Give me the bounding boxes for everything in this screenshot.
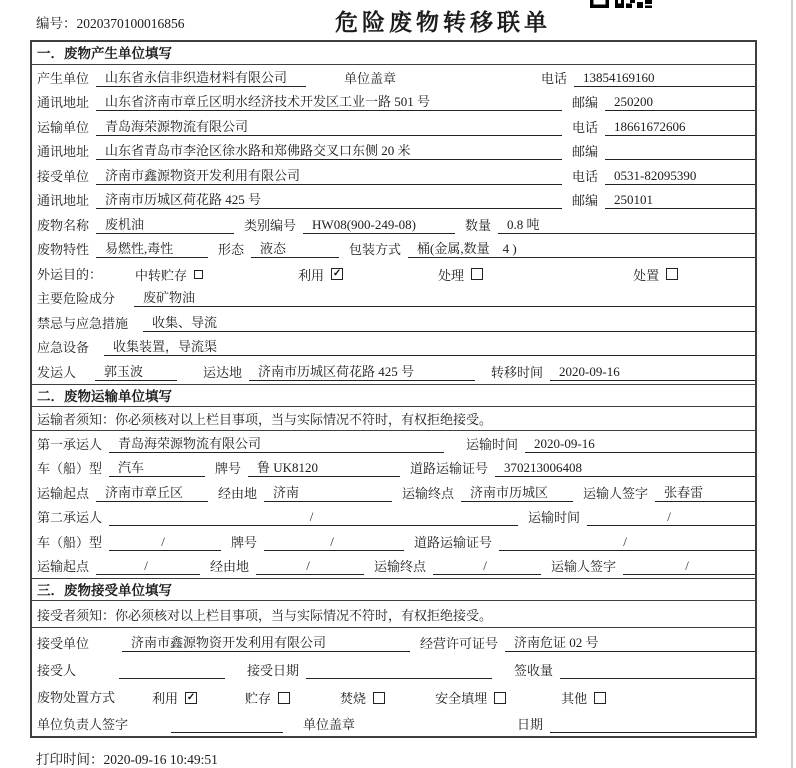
field-value bbox=[550, 716, 755, 733]
field-value: 废机油 bbox=[96, 217, 234, 234]
spacer bbox=[483, 282, 633, 283]
field-value: 济南市章丘区 bbox=[96, 485, 208, 502]
print-time bbox=[36, 748, 218, 768]
checkbox-field bbox=[340, 689, 385, 706]
form-row bbox=[32, 359, 755, 384]
field-label: 运输终点 bbox=[374, 559, 427, 574]
checkbox-label: 安全填埋 bbox=[435, 691, 488, 706]
field-value: 易燃性,毒性 bbox=[96, 241, 208, 258]
field-label: 通讯地址 bbox=[37, 144, 90, 159]
checkbox-label: 利用 bbox=[298, 267, 325, 283]
field-label: 废物特性 bbox=[37, 242, 90, 257]
field-value: 青岛海荣源物流有限公司 bbox=[109, 436, 444, 453]
field-label: 电话 bbox=[571, 119, 598, 135]
note-text: 运输者须知：你必须核对以上栏目事项，当与实际情况不符时，有权拒绝接受。 bbox=[37, 411, 493, 427]
field-value bbox=[605, 143, 755, 160]
field-label: 邮编 bbox=[571, 144, 598, 159]
field-label: 运输终点 bbox=[402, 485, 455, 501]
section-header: 一．废物产生单位填写 bbox=[32, 42, 755, 65]
checkbox-field bbox=[561, 689, 606, 706]
field-value: 废矿物油 bbox=[134, 290, 755, 307]
section-header: 三．废物接受单位填写 bbox=[32, 578, 755, 601]
field-value bbox=[560, 662, 755, 679]
spacer bbox=[122, 306, 134, 307]
spacer bbox=[502, 678, 514, 679]
field-label: 运输起点 bbox=[37, 559, 90, 574]
field-value bbox=[171, 716, 283, 733]
form-row bbox=[32, 237, 755, 262]
field-label: 包装方式 bbox=[349, 242, 402, 257]
form-row bbox=[32, 709, 755, 736]
spacer bbox=[385, 705, 435, 706]
field-value: 250200 bbox=[605, 94, 755, 111]
spacer bbox=[362, 732, 517, 733]
spacer bbox=[203, 282, 298, 283]
field-value: / bbox=[623, 558, 755, 575]
field-label: 第二承运人 bbox=[37, 510, 103, 525]
qr-code-cropped-icon bbox=[590, 0, 652, 8]
doc-number-value: 2020370100016856 bbox=[76, 16, 185, 31]
checkbox-label: 贮存 bbox=[245, 691, 272, 706]
field-value: 济南市鑫源物资开发利用有限公司 bbox=[96, 168, 562, 185]
field-value: 济南市历城区 bbox=[461, 485, 573, 502]
field-value: / bbox=[264, 534, 404, 551]
field-label: 类别编号 bbox=[244, 217, 297, 233]
spacer bbox=[135, 331, 143, 332]
checkbox-checked: ✓ bbox=[186, 691, 196, 703]
field-label: 通讯地址 bbox=[37, 193, 90, 208]
field-value: 山东省永信非织造材料有限公司 bbox=[96, 70, 306, 87]
checkbox-label: 焚烧 bbox=[340, 691, 367, 706]
field-label: 运达地 bbox=[203, 364, 243, 380]
field-label: 邮编 bbox=[571, 95, 598, 110]
field-label: 应急设备 bbox=[37, 340, 90, 355]
spacer bbox=[454, 452, 466, 453]
field-label: 禁忌与应急措施 bbox=[37, 315, 129, 331]
field-value: 桶(金属,数量 4 ) bbox=[408, 241, 755, 258]
field-value: 370213006408 bbox=[495, 460, 755, 477]
checkbox-field bbox=[435, 689, 506, 706]
field-value bbox=[306, 662, 492, 679]
form-row bbox=[32, 90, 755, 115]
form-row bbox=[32, 310, 755, 335]
spacer bbox=[187, 380, 203, 381]
print-time-label: 打印时间： bbox=[36, 752, 104, 767]
doc-number-label: 编号： bbox=[36, 16, 77, 31]
field-label: 车（船）型 bbox=[37, 461, 103, 476]
form-row bbox=[32, 601, 755, 628]
field-value: 收集、导流 bbox=[143, 315, 755, 332]
field-value: 济南 bbox=[264, 485, 392, 502]
field-label: 运输单位 bbox=[37, 119, 90, 135]
field-value: / bbox=[109, 509, 518, 526]
field-label: 经由地 bbox=[218, 485, 258, 501]
checkbox-unchecked bbox=[471, 268, 483, 280]
page-title: 危险废物转移联单 bbox=[335, 10, 551, 35]
form-row bbox=[32, 212, 755, 237]
field-label: 产生单位 bbox=[37, 70, 90, 86]
field-value: 液态 bbox=[251, 241, 339, 258]
form-row bbox=[32, 139, 755, 164]
field-value: 250101 bbox=[605, 192, 755, 209]
field-value: 鲁 UK8120 bbox=[248, 460, 400, 477]
checkbox-unchecked bbox=[594, 692, 606, 704]
field-label: 运输起点 bbox=[37, 485, 90, 501]
field-label: 日期 bbox=[517, 717, 544, 732]
field-label: 形态 bbox=[218, 242, 245, 257]
window-right-edge bbox=[791, 0, 793, 768]
spacer bbox=[403, 86, 541, 87]
field-label: 单位盖章 bbox=[344, 70, 397, 86]
field-value: 0.8 吨 bbox=[498, 217, 755, 234]
checkbox-label: 处置 bbox=[633, 267, 660, 283]
field-label: 接受人 bbox=[37, 663, 77, 678]
checkbox-label: 中转贮存 bbox=[135, 267, 188, 283]
checkbox-field bbox=[152, 689, 197, 706]
section-header: 二．废物运输单位填写 bbox=[32, 384, 755, 407]
field-label: 电话 bbox=[571, 168, 598, 184]
field-label: 牌号 bbox=[215, 461, 242, 476]
spacer bbox=[235, 678, 247, 679]
field-label: 道路运输证号 bbox=[414, 534, 493, 550]
checkbox-label: 利用 bbox=[152, 691, 179, 706]
checkbox-unchecked bbox=[373, 692, 385, 704]
checkbox-unchecked bbox=[666, 268, 678, 280]
checkbox-field bbox=[298, 266, 343, 283]
spacer bbox=[96, 355, 104, 356]
field-value: / bbox=[587, 509, 755, 526]
form-row bbox=[32, 65, 755, 90]
form-row bbox=[32, 655, 755, 682]
checkbox-unchecked bbox=[278, 692, 290, 704]
checkbox-field bbox=[135, 266, 203, 283]
checkbox-label: 处理 bbox=[438, 267, 465, 283]
field-label: 电话 bbox=[541, 70, 568, 86]
field-label: 接受单位 bbox=[37, 168, 90, 184]
form-row bbox=[32, 407, 755, 432]
field-label: 主要危险成分 bbox=[37, 291, 116, 306]
field-value: 2020-09-16 bbox=[525, 436, 755, 453]
field-label: 车（船）型 bbox=[37, 534, 103, 550]
spacer bbox=[122, 705, 152, 706]
form-row bbox=[32, 286, 755, 311]
form-row bbox=[32, 554, 755, 579]
field-value: 郭玉波 bbox=[95, 364, 177, 381]
field-label: 单位盖章 bbox=[303, 717, 356, 732]
form-row bbox=[32, 456, 755, 481]
note-text: 接受者须知：你必须核对以上栏目事项，当与实际情况不符时，有权拒绝接受。 bbox=[37, 607, 493, 623]
spacer bbox=[293, 732, 303, 733]
checkbox-field bbox=[245, 689, 290, 706]
field-value: / bbox=[96, 558, 200, 575]
field-value: 山东省青岛市李沧区徐水路和郑佛路交叉口东侧 20 米 bbox=[96, 143, 562, 160]
field-label: 第一承运人 bbox=[37, 436, 103, 452]
form-row bbox=[32, 682, 755, 709]
spacer bbox=[290, 705, 340, 706]
spacer bbox=[96, 651, 122, 652]
spacer bbox=[83, 380, 95, 381]
field-value: 2020-09-16 bbox=[550, 364, 755, 381]
field-label: 运输人签字 bbox=[583, 485, 649, 501]
field-label: 转移时间 bbox=[491, 364, 544, 380]
field-label: 接受日期 bbox=[247, 663, 300, 678]
field-value: 济南市历城区荷花路 425 号 bbox=[249, 364, 475, 381]
field-label: 经由地 bbox=[210, 559, 250, 574]
field-value: 青岛海荣源物流有限公司 bbox=[96, 119, 562, 136]
manifest-form bbox=[30, 40, 757, 738]
field-label: 运输人签字 bbox=[551, 559, 617, 574]
field-value: / bbox=[499, 534, 755, 551]
checkbox-checked: ✓ bbox=[332, 268, 342, 279]
field-value: 张春雷 bbox=[655, 485, 755, 502]
field-label: 外运目的： bbox=[37, 266, 103, 282]
field-label: 数量 bbox=[465, 217, 492, 233]
field-value: / bbox=[109, 534, 221, 551]
form-row bbox=[32, 163, 755, 188]
field-label: 废物处置方式 bbox=[37, 690, 116, 705]
form-row bbox=[32, 431, 755, 456]
checkbox-field bbox=[438, 266, 483, 283]
field-value: / bbox=[433, 558, 541, 575]
spacer bbox=[316, 86, 344, 87]
field-value: 18661672606 bbox=[605, 119, 755, 136]
field-value: 0531-82095390 bbox=[605, 168, 755, 185]
field-value: 济南市历城区荷花路 425 号 bbox=[96, 192, 562, 209]
form-row bbox=[32, 114, 755, 139]
field-label: 运输时间 bbox=[466, 436, 519, 452]
field-label: 签收量 bbox=[514, 663, 554, 678]
form-row bbox=[32, 529, 755, 554]
print-time-value: 2020-09-16 10:49:51 bbox=[103, 752, 218, 767]
field-value: 山东省济南市章丘区明水经济技术开发区工业一路 501 号 bbox=[96, 94, 562, 111]
field-label: 接受单位 bbox=[37, 636, 90, 651]
field-label: 废物名称 bbox=[37, 217, 90, 233]
spacer bbox=[83, 678, 119, 679]
field-label: 发运人 bbox=[37, 364, 77, 380]
field-label: 通讯地址 bbox=[37, 95, 90, 110]
form-row bbox=[32, 505, 755, 530]
field-label: 运输时间 bbox=[527, 510, 580, 525]
form-row bbox=[32, 188, 755, 213]
checkbox-label: 其他 bbox=[561, 691, 588, 706]
checkbox-field bbox=[633, 266, 678, 283]
spacer bbox=[343, 282, 438, 283]
field-label: 邮编 bbox=[571, 193, 598, 208]
form-row bbox=[32, 335, 755, 360]
field-value bbox=[119, 662, 225, 679]
field-value: 济南危证 02 号 bbox=[505, 635, 755, 652]
field-label: 道路运输证号 bbox=[410, 461, 489, 476]
checkbox-unchecked bbox=[194, 270, 203, 279]
spacer bbox=[506, 705, 561, 706]
field-value: HW08(900-249-08) bbox=[303, 217, 455, 234]
field-label: 牌号 bbox=[231, 534, 258, 550]
form-row bbox=[32, 480, 755, 505]
form-row bbox=[32, 261, 755, 286]
field-label: 单位负责人签字 bbox=[37, 717, 129, 732]
field-label: 经营许可证号 bbox=[420, 636, 499, 651]
spacer bbox=[109, 282, 135, 283]
field-value: 13854169160 bbox=[574, 70, 755, 87]
spacer bbox=[135, 732, 171, 733]
field-value: 汽车 bbox=[109, 460, 205, 477]
field-value: 收集装置，导流渠 bbox=[104, 339, 755, 356]
spacer bbox=[197, 705, 245, 706]
checkbox-unchecked bbox=[494, 692, 506, 704]
field-value: / bbox=[256, 558, 364, 575]
form-row bbox=[32, 628, 755, 655]
field-value: 济南市鑫源物资开发利用有限公司 bbox=[122, 635, 410, 652]
